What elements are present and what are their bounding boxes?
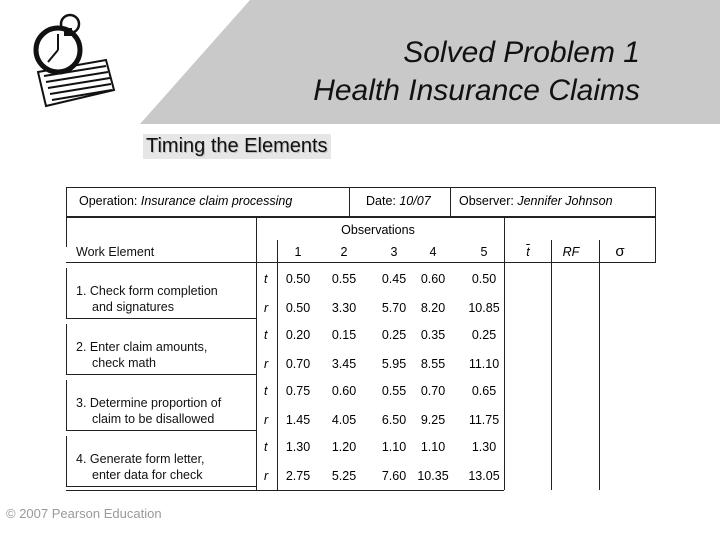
mean-time-header: $\overline{t}$: [526, 245, 530, 259]
grid-we-bottom-3: [66, 430, 256, 431]
cell-2-t-5: 0.25: [471, 328, 497, 342]
cell-1-t-4: 0.60: [420, 272, 446, 286]
grid-header-bottom: [256, 262, 656, 263]
work-element-line-1: 3. Determine proportion of: [76, 396, 222, 410]
work-element-line-1: 1. Check form completion: [76, 284, 218, 298]
observer-box: [450, 187, 656, 217]
grid-we-left-4: [66, 436, 67, 486]
grid-v-rf: [599, 240, 600, 490]
work-element-3: [76, 395, 221, 427]
cell-3-t-5: 0.65: [471, 384, 497, 398]
cell-2-r-2: 3.45: [331, 357, 357, 371]
cell-2-t-3: 0.25: [381, 328, 407, 342]
page-title: [200, 34, 640, 110]
observation-number-1: 1: [294, 245, 302, 259]
observation-number-3: 3: [390, 245, 398, 259]
cell-3-r-4: 9.25: [420, 413, 446, 427]
table-border-top: [66, 217, 656, 218]
cell-2-r-3: 5.95: [381, 357, 407, 371]
cell-3-r-3: 6.50: [381, 413, 407, 427]
cell-1-r-3: 5.70: [381, 301, 407, 315]
work-element-2: [76, 339, 207, 371]
cell-1-t-2: 0.55: [331, 272, 357, 286]
work-element-line-2: enter data for check: [92, 468, 203, 482]
cell-4-t-5: 1.30: [471, 440, 497, 454]
cell-4-t-3: 1.10: [381, 440, 407, 454]
grid-we-left-3: [66, 380, 67, 430]
work-element-1: [76, 283, 218, 315]
grid-v-tbar: [551, 240, 552, 490]
cell-4-r-4: 10.35: [417, 469, 449, 483]
cell-1-r-2: 3.30: [331, 301, 357, 315]
cell-3-t-3: 0.55: [381, 384, 407, 398]
observer-value: Jennifer Johnson: [517, 194, 613, 208]
date-value: 10/07: [399, 194, 431, 208]
operation-box: [66, 187, 350, 217]
cell-1-t-5: 0.50: [471, 272, 497, 286]
cell-4-r-3: 7.60: [381, 469, 407, 483]
rating-factor-header: RF: [562, 245, 580, 259]
cell-2-r-1: 0.70: [285, 357, 311, 371]
observations-header: Observations: [341, 223, 415, 237]
cell-3-t-1: 0.75: [285, 384, 311, 398]
observer-label: Observer:: [459, 194, 518, 208]
work-element-line-1: 4. Generate form letter,: [76, 452, 205, 466]
grid-we-bottom-4: [66, 486, 256, 487]
cell-3-r-1: 1.45: [285, 413, 311, 427]
row-label-r: r: [264, 413, 269, 427]
title-line-2: Health Insurance Claims: [313, 74, 640, 107]
date-label: Date:: [366, 194, 400, 208]
cell-2-t-1: 0.20: [285, 328, 311, 342]
row-label-r: r: [264, 301, 269, 315]
cell-3-t-2: 0.60: [331, 384, 357, 398]
cell-2-t-2: 0.15: [331, 328, 357, 342]
grid-v-label-split: [256, 217, 257, 490]
cell-4-t-4: 1.10: [420, 440, 446, 454]
work-element-4: [76, 451, 205, 483]
cell-4-t-1: 1.30: [285, 440, 311, 454]
table-border-bottom: [66, 490, 504, 491]
stopwatch-forms-icon: [18, 10, 128, 110]
section-subtitle: Timing the Elements: [143, 134, 331, 159]
cell-3-r-2: 4.05: [331, 413, 357, 427]
cell-4-t-2: 1.20: [331, 440, 357, 454]
work-element-line-1: 2. Enter claim amounts,: [76, 340, 208, 354]
cell-2-r-5: 11.10: [468, 357, 500, 371]
cell-1-r-1: 0.50: [285, 301, 311, 315]
row-label-r: r: [264, 357, 269, 371]
cell-3-r-5: 11.75: [468, 413, 500, 427]
cell-2-r-4: 8.55: [420, 357, 446, 371]
row-label-r: r: [264, 469, 269, 483]
row-label-t: t: [264, 328, 268, 342]
title-line-1: Solved Problem 1: [403, 36, 640, 69]
work-element-line-2: claim to be disallowed: [92, 412, 215, 426]
grid-we-left-1: [66, 268, 67, 318]
observation-number-2: 2: [340, 245, 348, 259]
observation-number-4: 4: [429, 245, 437, 259]
row-label-t: t: [264, 440, 268, 454]
cell-3-t-4: 0.70: [420, 384, 446, 398]
grid-v-sigma: [655, 240, 656, 262]
cell-1-r-5: 10.85: [468, 301, 500, 315]
operation-value: Insurance claim processing: [140, 194, 293, 208]
copyright-text: © 2007 Pearson Education: [6, 506, 162, 521]
work-element-line-2: check math: [92, 356, 156, 370]
std-dev-header: σ: [615, 243, 625, 260]
cell-1-r-4: 8.20: [420, 301, 446, 315]
grid-header-we-bottom: [66, 262, 256, 263]
grid-we-left-2: [66, 324, 67, 374]
observation-number-5: 5: [480, 245, 488, 259]
cell-4-r-1: 2.75: [285, 469, 311, 483]
cell-1-t-1: 0.50: [285, 272, 311, 286]
grid-we-bottom-1: [66, 318, 256, 319]
row-label-t: t: [264, 272, 268, 286]
date-box: [349, 187, 451, 217]
grid-we-bottom-2: [66, 374, 256, 375]
cell-4-r-2: 5.25: [331, 469, 357, 483]
work-element-header: Work Element: [76, 245, 155, 259]
table-border-left: [66, 217, 67, 247]
cell-2-t-4: 0.35: [420, 328, 446, 342]
row-label-t: t: [264, 384, 268, 398]
cell-1-t-3: 0.45: [381, 272, 407, 286]
work-element-line-2: and signatures: [92, 300, 175, 314]
operation-label: Operation:: [79, 194, 141, 208]
cell-4-r-5: 13.05: [468, 469, 500, 483]
